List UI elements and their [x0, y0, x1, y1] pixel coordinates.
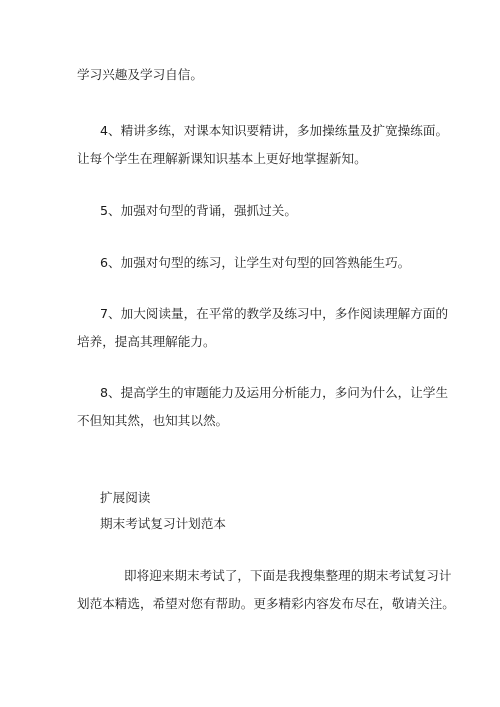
- paragraph-line: 划范本精选，希望对您有帮助。更多精彩内容发布尽在，敬请关注。: [77, 596, 455, 611]
- paragraph-line: 培养，提高其理解能力。: [77, 334, 216, 349]
- paragraph-line: 让每个学生在理解新课知识基本上更好地掌握新知。: [77, 151, 367, 166]
- paragraph-line: 8、提高学生的审题能力及运用分析能力，多问为什么，让学生: [100, 385, 449, 400]
- paragraph-line: 学习兴趣及学习自信。: [77, 67, 203, 82]
- paragraph-line: 即将迎来期末考试了，下面是我搜集整理的期末考试复习计: [124, 568, 452, 583]
- paragraph-line: 5、加强对句型的背诵，强抓过关。: [100, 203, 297, 218]
- paragraph-line: 不但知其然，也知其以然。: [77, 413, 229, 428]
- paragraph-line: 7、加大阅读量，在平常的教学及练习中，多作阅读理解方面的: [100, 306, 449, 321]
- paragraph-line: 6、加强对句型的练习，让学生对句型的回答熟能生巧。: [100, 255, 411, 270]
- paragraph-line: 4、精讲多练，对课本知识要精讲，多加操练量及扩宽操练面。: [100, 123, 449, 138]
- article-title: 期末考试复习计划范本: [100, 516, 226, 531]
- extended-reading-heading: 扩展阅读: [100, 490, 151, 505]
